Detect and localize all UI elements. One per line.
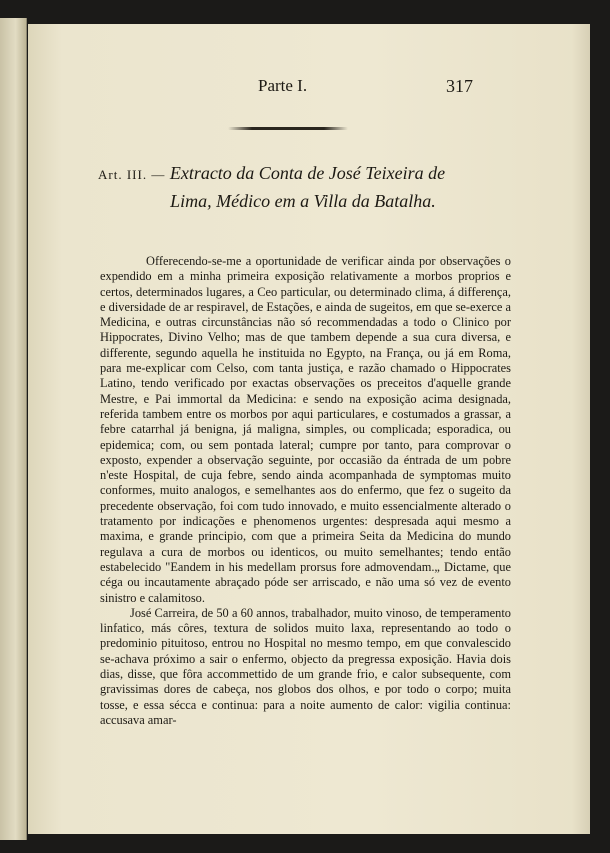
article-body: [100, 254, 511, 728]
running-head-part: Parte I.: [258, 76, 308, 95]
book-page: [28, 24, 590, 834]
running-header: [28, 76, 590, 100]
article-title: [98, 160, 518, 215]
article-title-line-1: Extracto da Conta de José Teixeira de: [169, 163, 446, 183]
ornamental-rule: [228, 127, 348, 130]
article-number: Art. III. —: [98, 167, 166, 182]
facing-page-edge: [0, 18, 27, 840]
paragraph: José Carreira, de 50 a 60 annos, trabalhador, muito vinoso, de temperamento linfatico, más côres, textura de solidos muito laxa, representando ao todo o predominio pituitoso, entrou no Hospital no mesmo tempo, em que convalescido se-achava próximo a sair o enfermo, objecto da pregressa exposição. Havia dois dias, disse, que fôra accommettido de um grande frio, e calor subsequente, com gravissimas dores de cabeça, nos globos dos olhos, e por todo o corpo; muita tosse, e essa sécca e continua: para a noite aumento de calor: vigilia continua: accusava amar-: [100, 605, 511, 727]
paragraph: Offerecendo-se-me a oportunidade de verificar ainda por observações o expendido em a minha primeira exposição relativamente a morbos proprios e certos, determinados lugares, a Ceo particular, ou determinado clima, á differença, e diversidade de ar respiravel, de Estações, e ainda de sugeitos, em que se-exerce a Medicina, e outras circunstâncias não só recommendadas a todo o Clinico por Hippocrates, Divino Velho; mas de que tambem depende a sua cura diversa, e differente, segundo aquella he instituida no Egypto, na França, ou já em Roma, para me-explicar com Celso, com tanta justiça, e razão chamado o Hippocrates Latino, tendo verificado por exactas observações os preceitos d'aquelle grande Mestre, e Pai immortal da Medicina: e sendo na exposição acima designada, referida tambem entre os morbos por aqui particulares, e costumados a grassar, a febre catarrhal já benigna, já maligna, simples, ou complicada; esporadica, ou epidemica; com, ou sem pontada lateral; cumpre por tanto, para comprovar o exposto, expender a observação seguinte, por occasião da éntrada de um pobre n'este Hospital, de cuja febre, sendo ainda acompanhada de symptomas muito conformes, muito analogos, e semelhantes aos do enfermo, que fez o sugeito da precedente observação, foi com tudo innovado, e muito essencialmente alterado o tratamento por indicações e phenomenos urgentes: despresada aqui mesmo a maxima, e grande principio, com que a primeira Seita da Medicina do mundo regulava a cura de morbos ou identicos, ou muito semelhantes; tendo então estabelecido "Eandem in his medellam prorsus fore admovendam.„ Dictame, que céga ou incautamente abraçado póde ser arriscado, e não uma só vez de evento sinistro e calamitoso.: [100, 254, 511, 605]
page-edge-shadow: [572, 24, 590, 834]
page-number: 317: [446, 76, 473, 96]
article-title-line-2: Lima, Médico em a Villa da Batalha.: [170, 191, 436, 211]
